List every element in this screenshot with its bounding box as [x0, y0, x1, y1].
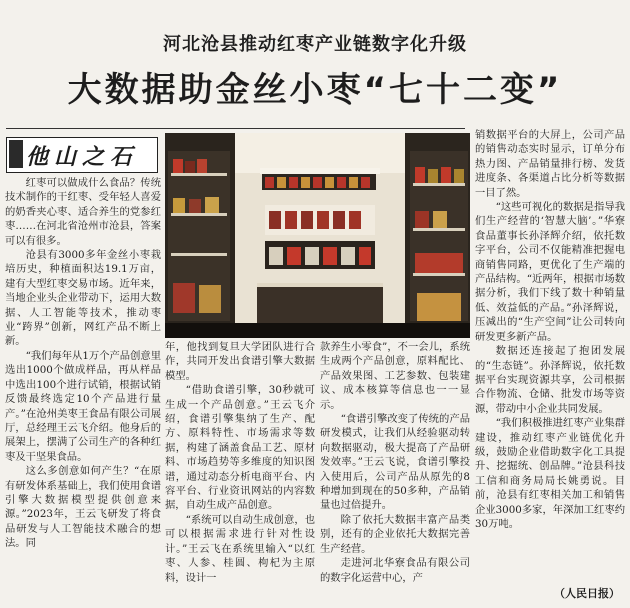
article-column-2: [165, 340, 315, 602]
shop-shelves-photo: [165, 133, 470, 338]
source-credit: （人民日报）: [554, 587, 620, 600]
paragraph: “系统可以自动生成创意，也可以根据需求进行针对性设计。”王云飞在系统里输入“以红枣、人参、桂圆、枸杞为主原料，设计一: [165, 513, 315, 584]
column-logo-mark-icon: [9, 140, 23, 168]
paragraph: 沧县有3000多年金丝小枣栽培历史，种植面积达19.1万亩，建有大型红枣交易市场。近年来，当地企业头企业带动下，运用大数据、人工智能等技术，推动枣业“跨界”创新，网红产品不断上新。: [5, 249, 161, 348]
paragraph: 红枣可以做成什么食品？传统技术制作的干红枣、受年轻人喜爱的奶香夹心枣、适合养生的党参红枣……在河北省沧州市沧县，答案可以有很多。: [5, 177, 161, 247]
paragraph: 销数据平台的大屏上，公司产品的销售动态实时显示，订单分布热力图、产品销量排行榜、发货进度条、各渠道占比分析等数据一目了然。: [475, 129, 625, 199]
column-logo: [6, 137, 158, 173]
paragraph: 这么多创意如何产生？“在原有研发体系基础上，我们使用食谱引擎大数据模型提供创意来源。”2023年，王云飞研发了将食品研发与人工智能技术融合的想法。同: [5, 465, 161, 550]
article-column-1: [5, 176, 161, 596]
paragraph: “借助食谱引擎，30秒就可生成一个产品创意。”王云飞介绍，食谱引擎集纳了生产、配方、原料特性、市场需求等数据，构建了涵盖食品工艺、原材料、市场趋势等多维度的知识图谱，通过动态分析电商平台、内容平台、行业资讯网站的内容数据，自动生成产品创意。: [165, 384, 315, 512]
header-rule: [6, 128, 465, 129]
paragraph: “我们积极推进红枣产业集群建设，推动红枣产业链优化升级，鼓励企业借助数字化工具提升、挖掘统、创品牌。”沧县科技工信和商务局局长姚勇说。目前，沧县有红枣相关加工和销售企业3000多家，年深加工红枣约30万吨。: [475, 417, 625, 530]
paragraph: 款养生小零食”，不一会儿，系统生成两个产品创意，原料配比、产品效果图、工艺参数、包装建议、成本核算等信息也一一显示。: [320, 341, 470, 411]
paragraph: 数据还连接起了抱团发展的“生态链”。孙泽辉说，依托数据平台实现资源共享，公司根据合作物流、仓储、批发市场等资源，带动中小企业共同发展。: [475, 345, 625, 415]
paragraph: 年，他找到复旦大学团队进行合作，共同开发出食谱引擎大数据模型。: [165, 341, 315, 382]
article-column-4: [475, 128, 625, 596]
paragraph: 除了依托大数据丰富产品类别，还有的企业依托大数据完善生产经营。: [320, 513, 470, 555]
paragraph: “我们每年从1万个产品创意里选出1000个做成样品，再从样品中选出100个进行试销，根据试销反馈最终选定10个产品进行量产。”在沧州美枣王食品有限公司展厅，总经理王云飞介绍。他身后的展架上，摆满了公司生产的各种红枣及干坚果食品。: [5, 349, 161, 463]
paragraph: “食谱引擎改变了传统的产品研发模式，让我们从经验驱动转向数据驱动，极大提高了产品研发效率。”王云飞说，食谱引擎投入使用后，公司产品从原先的8种增加到现在的50多种，产品销量也过倍提升。: [320, 413, 470, 512]
paragraph: “这些可视化的数据是指导我们生产经营的‘智慧大脑’。”华寮食品董事长孙泽辉介绍，依托数字平台，公司不仅能精准把握电商销售同路，更优化了生产端的产品结构。“近两年，根据市场数据分析，我们下线了数十种销量低、效益低的产品。”孙泽辉说，压减出的“生产空间”让公司转向研发更多新产品。: [475, 201, 625, 343]
article-headline: 大数据助金丝小枣“七十二变”: [67, 70, 563, 110]
article-column-3: [320, 340, 470, 602]
column-logo-text: 他山之石: [25, 143, 138, 170]
paragraph: 走进河北华寮食品有限公司的数字化运营中心，产: [320, 557, 470, 584]
article-subtitle: 河北沧县推动红枣产业链数字化升级: [163, 34, 467, 55]
